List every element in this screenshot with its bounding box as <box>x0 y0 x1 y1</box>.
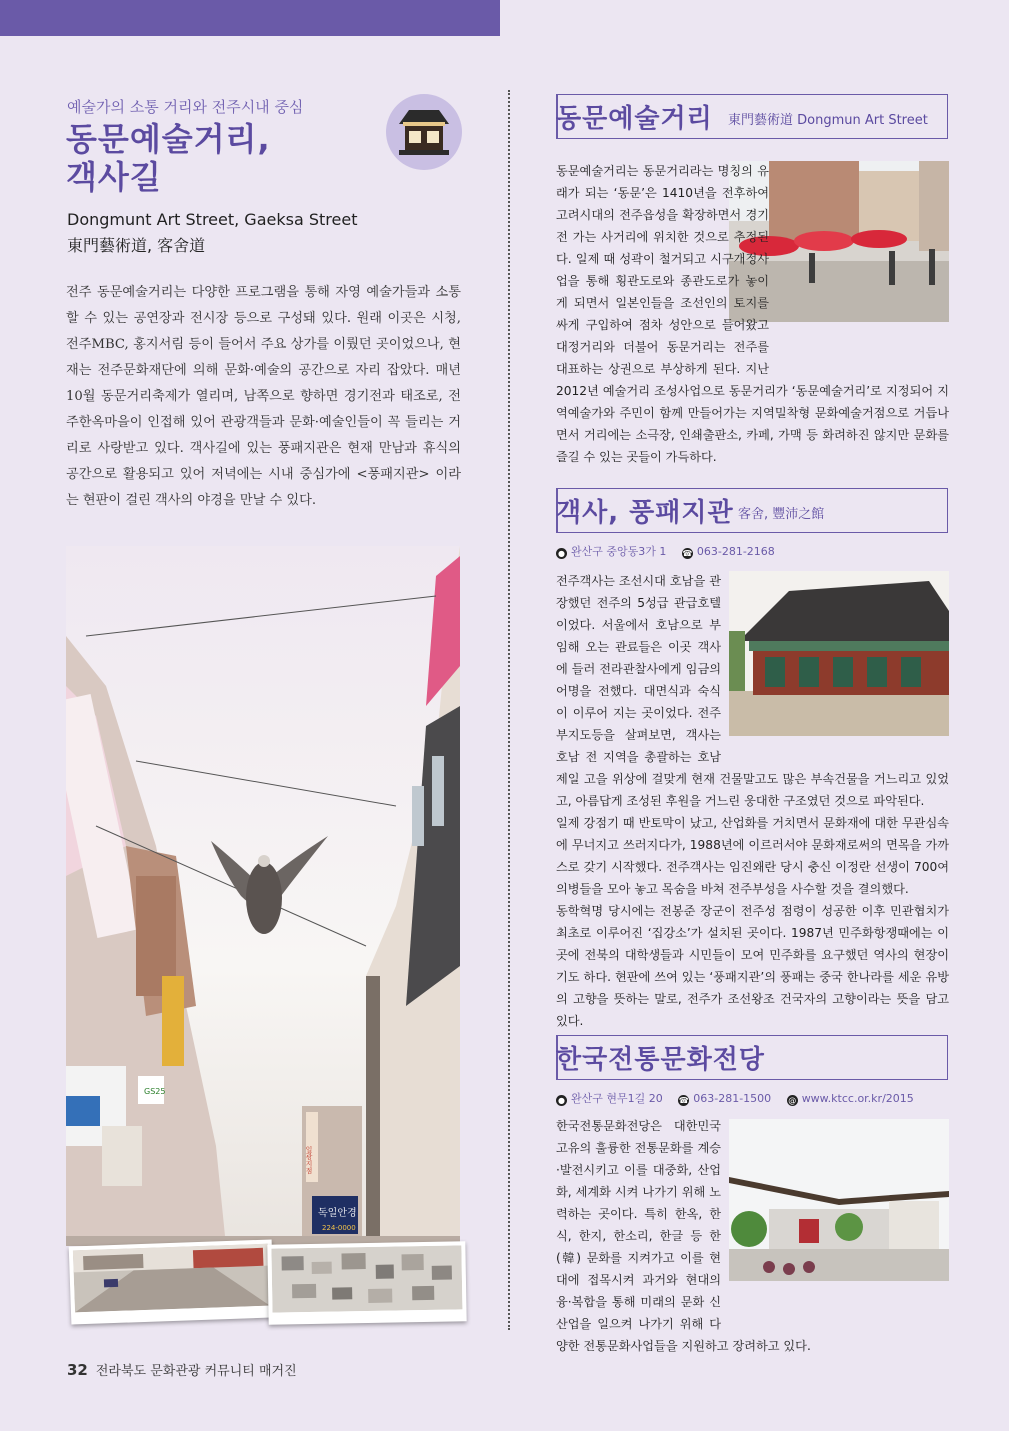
article-title-line2: 객사길 <box>66 158 162 196</box>
address-ktcc: 완산구 현무1길 20 <box>571 1092 663 1105</box>
magazine-name: 전라북도 문화관광 커뮤니티 매거진 <box>95 1364 297 1379</box>
section-body-ktcc-text: 한국전통문화전당은 대한민국 고유의 훌륭한 전통문화를 계승·발전시키고 이를 대중화, 산업화, 세계화 시켜 나가기 위해 노력하는 곳이다. 특히 한옥, 한식, 한지, 한소리, 한글 등 한(韓) 문화를 지켜가고 이를 현대에 접목시켜 과거와 현대의 융·복합을 통해 미래의 문화 신산업을 일으켜 나가기 위해 다양한 전통문화사업들을 지원하고 장려하고 있다. <box>556 1119 811 1353</box>
section-body-gaeksa <box>556 570 949 1032</box>
section-header-gaeksa <box>556 488 948 533</box>
traditional-house-icon <box>386 94 462 170</box>
section-body-gaeksa-text1: 전주객사는 조선시대 호남을 관장했던 전주의 5성급 관급호텔이었다. 서울에서 호남으로 부임해 오는 관료들은 이곳 객사에 들러 전라관찰사에게 임금의 어명을 전했다. 대면식과 숙식이 이루어 지는 곳이었다. 전주부지도등을 살펴보면, 객사는 호남 전 지역을 총괄하는 호남 제일 고을 위상에 걸맞게 현재 건물말고도 많은 부속건물을 거느리고 있었고, 아름답게 조성된 후원을 거느린 웅대한 구조였던 것으로 파악된다. <box>556 574 949 808</box>
dogil-sign: 독일안경 <box>318 1208 357 1219</box>
section-subtitle-gaeksa: 客舍, 豐沛之館 <box>738 507 825 522</box>
section-body-dongmun <box>556 160 949 468</box>
vertical-sign: 일광지점 <box>305 1146 313 1174</box>
photo-spacer-dongmun <box>777 160 949 356</box>
section-subtitle-dongmun: 東門藝術道 Dongmun Art Street <box>728 113 928 128</box>
section-body-gaeksa-text3: 동학혁명 당시에는 전봉준 장군이 전주성 점령이 성공한 이후 민관협치가 최초로 이루어진 ‘집강소’가 설치된 곳이다. 1987년 민주화항쟁때에는 이곳에 전북의 대학생들과 시민들이 모여 민주화를 요구했던 역사의 현장이기도 하다. 현판에 쓰여 있는 ‘풍패지관’의 풍패는 중국 한나라를 세운 유방의 고향을 뜻하는 말로, 전주가 조선왕조 건국자의 고향이라는 뜻을 담고 있다. <box>556 904 949 1028</box>
section-title-ktcc: 한국전통문화전당 <box>556 1045 765 1075</box>
section-header-ktcc <box>556 1035 948 1080</box>
phone-ktcc: 063-281-1500 <box>693 1092 772 1105</box>
location-pin-icon: ● <box>556 1095 567 1106</box>
gs25-sign: GS25 <box>144 1087 166 1096</box>
web-at-icon: @ <box>788 1096 797 1105</box>
english-subtitle: Dongmunt Art Street, Gaeksa Street <box>67 210 358 229</box>
info-row-ktcc <box>556 1090 926 1106</box>
section-body-ktcc <box>556 1115 949 1357</box>
street-sculpture-photo <box>66 546 460 1246</box>
section-body-gaeksa-text2: 일제 강점기 때 반토막이 났고, 산업화를 거치면서 문화재에 대한 무관심속에 무너지고 쓰러지다가, 1988년에 이르러서야 문화재로써의 면목을 가까스로 갖기 시작했다. 전주객사는 임진왜란 당시 충신 이정란 선생이 700여 의병들을 모아 놓고 목숨을 바쳐 전주부성을 사수할 것을 결의했다. <box>556 816 949 896</box>
page-footer <box>67 1360 297 1379</box>
article-title <box>66 120 366 196</box>
top-color-band <box>0 0 500 36</box>
phone-icon: ☎ <box>678 1096 689 1105</box>
location-pin-icon: ● <box>556 548 567 559</box>
address-gaeksa: 완산구 중앙동3가 1 <box>571 545 667 558</box>
phone-gaeksa: 063-281-2168 <box>696 545 775 558</box>
article-title-line1: 동문예술거리, <box>66 120 271 158</box>
street-photo-small <box>69 1239 275 1324</box>
wall-art-photo-small <box>267 1241 466 1324</box>
intro-paragraph: 전주 동문예술거리는 다양한 프로그램을 통해 자영 예술가들과 소통할 수 있는 공연장과 전시장 등으로 구성돼 있다. 원래 이곳은 시청, 전주MBC, 홍지서림 등이 들어서 주요 상가를 이뤘던 곳이었으나, 현재는 전주문화재단에 의해 문화·예술의 공간으로 자리 잡았다. 매년 10월 동문거리축제가 열리며, 남쪽으로 향하면 경기전과 태조로, 전주한옥마을이 인접해 있어 관광객들과 문화·예술인들이 꼭 들리는 거리로 사랑받고 있다. 객사길에 있는 풍패지관은 현재 만남과 휴식의 공간으로 활용되고 있어 저녁에는 시내 중심가에 <풍패지관> 이라는 현판이 걸린 객사의 야경을 만날 수 있다. <box>66 285 461 508</box>
info-row-gaeksa <box>556 543 787 559</box>
section-title-gaeksa: 객사, 풍패지관 <box>556 498 734 528</box>
hanja-subtitle: 東門藝術道, 客舍道 <box>67 236 206 255</box>
photo-spacer-gaeksa <box>729 570 949 746</box>
page-number: 32 <box>67 1361 88 1379</box>
column-divider <box>508 90 510 1330</box>
photo-spacer-ktcc <box>729 1115 949 1311</box>
website-ktcc[interactable]: www.ktcc.or.kr/2015 <box>801 1092 914 1105</box>
section-header-dongmun <box>556 94 948 139</box>
section-title-dongmun: 동문예술거리 <box>556 104 713 134</box>
section-body-dongmun-text: 동문예술거리는 동문거리라는 명칭의 유래가 되는 ‘동문’은 1410년을 전후하여 고려시대의 전주읍성을 확장하면서 경기전 가는 사거리에 위치한 것으로 추정된다. 일제 때 성곽이 철거되고 시구개정사업을 통해 횡관도로와 종관도로가 놓이게 되면서 일본인들을 조선인의 토지를 싸게 구입하여 점차 성안으로 들어왔고 대정거리와 더불어 동문거리는 전주를 대표하는 상권으로 부상하게 된다. 지난 2012년 예술거리 조성사업으로 동문거리가 ‘동문예술거리’로 지정되어 지역예술가와 주민이 함께 만들어가는 지역밀착형 문화예술거점으로 거듭나면서 거리에는 소극장, 인쇄출판소, 카페, 가맥 등 화려하진 않지만 문화를 즐길 수 있는 곳들이 가득하다. <box>556 164 949 464</box>
dogil-sign-phone: 224-0000 <box>322 1224 356 1232</box>
article-kicker: 예술가의 소통 거리와 전주시내 중심 <box>67 98 304 116</box>
phone-icon: ☎ <box>682 549 693 558</box>
